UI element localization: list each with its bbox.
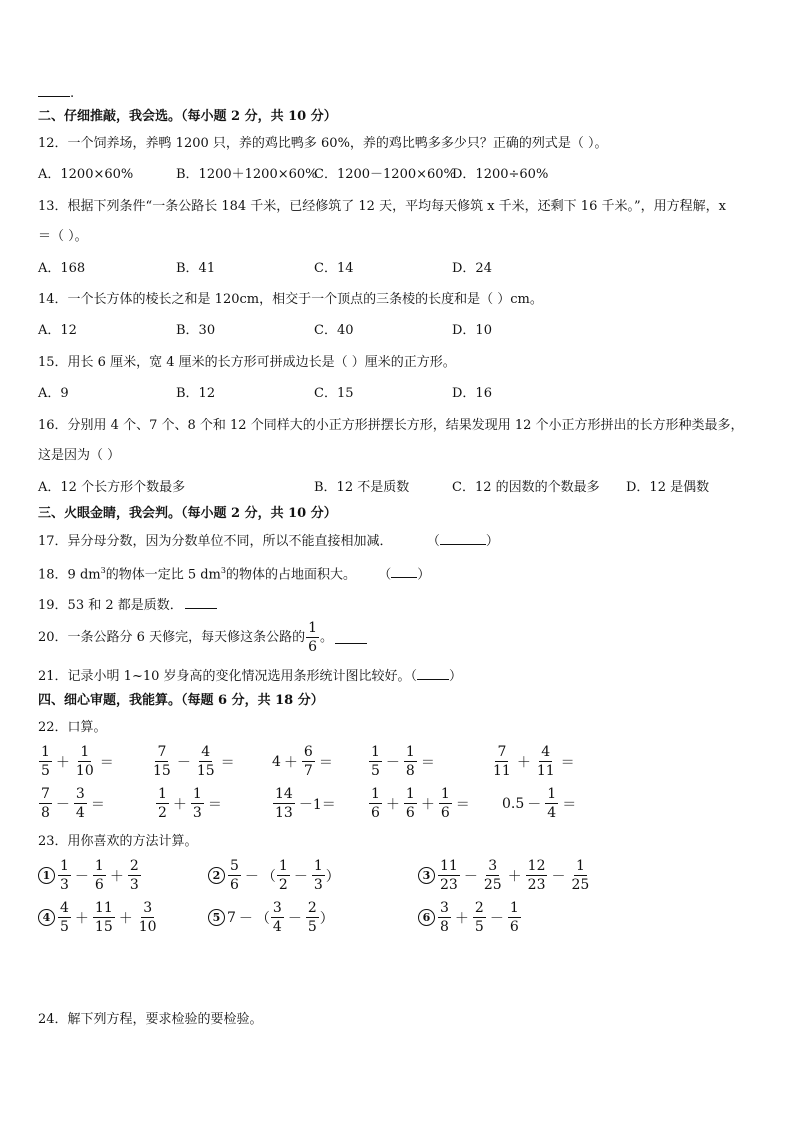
q22-r1c1[interactable]: $\frac{1}{5}$ ＋ $\frac{1}{10}$ ＝ [41,744,114,779]
section2-title: 二、仔细推敲，我会选。（每小题 2 分，共 10 分） [38,109,337,124]
circled-number-2: 2 [208,867,225,884]
q22-r2c1[interactable]: $\frac{7}{8}$ － $\frac{3}{4}$ ＝ [41,786,105,821]
q22-r2c5[interactable]: 0.5 － $\frac{1}{4}$ ＝ [502,786,577,821]
q13-option-b[interactable]: B．41 [176,261,216,276]
q15-option-c[interactable]: C．15 [314,386,354,401]
q23-expr-6[interactable]: 6 $\frac{3}{8}$ ＋ $\frac{2}{5}$ － $\frac{1}{6}$ [418,900,522,935]
q16-stem-line2: 这是因为（ ） [38,448,121,463]
q14-option-c[interactable]: C．40 [314,323,354,338]
q19: 19．53 和 2 都是质数． [38,596,217,614]
q20-fraction: $\frac{1}{6}$ [308,620,317,655]
q20-answer-blank[interactable] [335,631,367,644]
q19-answer-blank[interactable] [185,596,217,609]
q14-option-b[interactable]: B．30 [176,323,216,338]
circled-number-5: 5 [208,909,225,926]
q13-option-a[interactable]: A．168 [38,261,86,276]
circled-number-4: 4 [38,909,55,926]
q21-answer-blank[interactable] [417,667,449,680]
section4-title: 四、细心审题，我能算。（每题 6 分，共 18 分） [38,693,324,708]
q22-r2c4[interactable]: $\frac{1}{6}$ ＋ $\frac{1}{6}$ ＋ $\frac{1}{6}$ ＝ [371,786,470,821]
q13-stem-line2: ＝（ ）。 [38,229,88,244]
q23-expr-3[interactable]: 3 $\frac{11}{23}$ － $\frac{3}{25}$ ＋ $\frac{12}{23}$ － $\frac{1}{25}$ [418,858,592,893]
q18-answer-blank[interactable] [391,565,417,578]
q12-option-c[interactable]: C．1200－1200×60% [314,167,456,182]
q17-text: 17．异分母分数，因为分数单位不同，所以不能直接相加减． [38,534,393,549]
circled-number-3: 3 [418,867,435,884]
section3-title: 三、火眼金睛，我会判。（每小题 2 分，共 10 分） [38,506,337,521]
q14-option-a[interactable]: A．12 [38,323,77,338]
q13-option-d[interactable]: D．24 [452,261,492,276]
q21: 21．记录小明 1~10 岁身高的变化情况选用条形统计图比较好。（ ） [38,669,463,684]
q18: 18．9 $dm^3$的物体一定比 5 $dm^3$的物体的占地面积大。 （ ） [38,566,431,583]
q22-r2c3[interactable]: $\frac{14}{13}$ －1＝ [275,786,336,821]
q14-option-d[interactable]: D．10 [452,323,492,338]
q17-answer-blank[interactable] [440,532,486,545]
q16-option-c[interactable]: C．12 的因数的个数最多 [452,480,600,495]
q15-option-b[interactable]: B．12 [176,386,216,401]
q16-option-b[interactable]: B．12 不是质数 [314,480,410,495]
q22-r1c4[interactable]: $\frac{1}{5}$ － $\frac{1}{8}$ ＝ [371,744,435,779]
q12-stem: 12．一个饲养场，养鸭 1200 只，养的鸡比鸭多 60%，养的鸡比鸭多多少只？正确的列式是（ ）。 [38,136,608,151]
q20: 20．一条公路分 6 天修完，每天修这条公路的 $\frac{1}{6}$ 。 [38,620,367,655]
q23-title: 23．用你喜欢的方法计算。 [38,834,198,849]
q23-expr-5[interactable]: 5 7 － （ $\frac{3}{4}$ － $\frac{2}{5}$ ） [208,900,334,935]
circled-number-6: 6 [418,909,435,926]
q17: 17．异分母分数，因为分数单位不同，所以不能直接相加减． （ ） [38,534,499,549]
q12-option-b[interactable]: B．1200＋1200×60% [176,167,318,182]
q13-option-c[interactable]: C．14 [314,261,354,276]
q16-option-a[interactable]: A．12 个长方形个数最多 [38,480,186,495]
q22-r2c2[interactable]: $\frac{1}{2}$ ＋ $\frac{1}{3}$ ＝ [158,786,222,821]
top-answer-blank[interactable]: . [38,84,74,102]
q15-option-a[interactable]: A．9 [38,386,69,401]
q16-stem-line1: 16．分别用 4 个、7 个、8 个和 12 个同样大的小正方形拼摆长方形，结果发现用 12 个小正方形拼出的长方形种类最多， [38,418,744,433]
q12-option-a[interactable]: A．1200×60% [38,167,134,182]
q23-expr-4[interactable]: 4 $\frac{4}{5}$ ＋ $\frac{11}{15}$ ＋ $\frac{3}{10}$ [38,900,160,935]
q15-stem: 15．用长 6 厘米，宽 4 厘米的长方形可拼成边长是（ ）厘米的正方形。 [38,355,456,370]
q23-expr-1[interactable]: 1 $\frac{1}{3}$ － $\frac{1}{6}$ ＋ $\frac{2}{3}$ [38,858,142,893]
q16-option-d[interactable]: D．12 是偶数 [626,480,710,495]
q12-option-d[interactable]: D．1200÷60% [452,167,549,182]
q22-r1c5[interactable]: $\frac{7}{11}$ ＋ $\frac{4}{11}$ ＝ [493,744,575,779]
circled-number-1: 1 [38,867,55,884]
q22-title: 22．口算。 [38,720,107,735]
q14-stem: 14．一个长方体的棱长之和是 120cm，相交于一个顶点的三条棱的长度和是（ ）cm。 [38,292,543,307]
q22-r1c3[interactable]: 4 ＋ $\frac{6}{7}$ ＝ [272,744,333,779]
q24-title: 24．解下列方程，要求检验的要检验。 [38,1012,263,1027]
q22-r1c2[interactable]: $\frac{7}{15}$ － $\frac{4}{15}$ ＝ [153,744,235,779]
q23-expr-2[interactable]: 2 $\frac{5}{6}$ － （ $\frac{1}{2}$ － $\frac{1}{3}$ ） [208,858,340,893]
q13-stem-line1: 13．根据下列条件“一条公路长 184 千米，已经修筑了 12 天，平均每天修筑 x 千米，还剩下 16 千米。”，用方程解，x [38,199,726,214]
q15-option-d[interactable]: D．16 [452,386,492,401]
